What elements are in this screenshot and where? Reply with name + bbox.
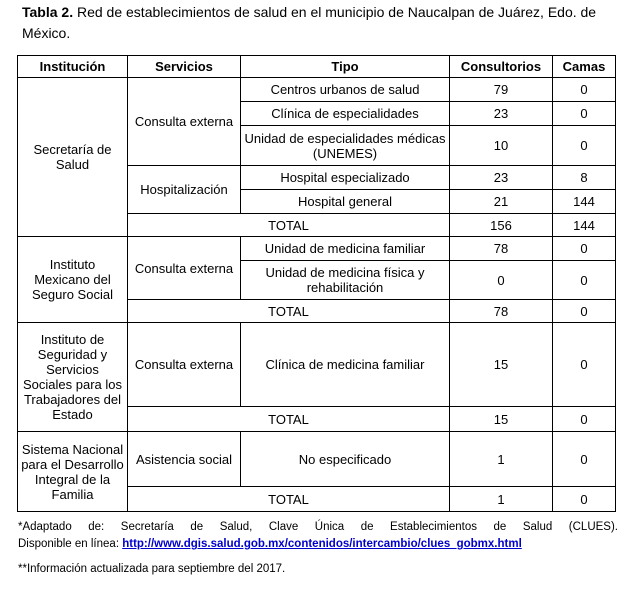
camas-cell: 0 [553,126,616,166]
total-camas: 0 [553,487,616,512]
camas-cell: 0 [553,261,616,300]
tipo-cell: Hospital general [241,190,450,214]
consultorios-cell: 78 [450,237,553,261]
consultorios-cell: 1 [450,432,553,487]
institution-cell: Secretaría de Salud [18,78,128,237]
tipo-cell: Hospital especializado [241,166,450,190]
table-row [18,432,616,487]
caption-label: Tabla 2. [22,4,74,20]
camas-cell: 144 [553,190,616,214]
service-cell: Consulta externa [128,237,241,300]
consultorios-cell: 0 [450,261,553,300]
source-availability [18,536,618,553]
tipo-cell: Unidad de especialidades médicas (UNEMES) [241,126,450,166]
health-establishments-table [17,55,616,512]
total-label: TOTAL [128,300,450,323]
table-row [18,323,616,407]
camas-cell: 0 [553,102,616,126]
consultorios-cell: 21 [450,190,553,214]
total-label: TOTAL [128,214,450,237]
camas-cell: 0 [553,432,616,487]
header-row [18,56,616,78]
institution-cell: Instituto de Seguridad y Servicios Sociales para los Trabajadores del Estado [18,323,128,432]
header-servicios: Servicios [128,56,241,78]
tipo-cell: Centros urbanos de salud [241,78,450,102]
service-cell: Consulta externa [128,78,241,166]
service-cell: Asistencia social [128,432,241,487]
table-row [18,78,616,102]
total-consultorios: 156 [450,214,553,237]
tipo-cell: Unidad de medicina familiar [241,237,450,261]
total-consultorios: 15 [450,407,553,432]
institution-cell: Instituto Mexicano del Seguro Social [18,237,128,323]
consultorios-cell: 10 [450,126,553,166]
camas-cell: 0 [553,237,616,261]
tipo-cell: Clínica de especialidades [241,102,450,126]
table-row [18,237,616,261]
camas-cell: 0 [553,78,616,102]
total-label: TOTAL [128,407,450,432]
tipo-cell: Unidad de medicina física y rehabilitación [241,261,450,300]
camas-cell: 0 [553,323,616,407]
service-cell: Consulta externa [128,323,241,407]
institution-cell: Sistema Nacional para el Desarrollo Integral de la Familia [18,432,128,512]
availability-prefix: Disponible en línea: [18,538,123,550]
camas-cell: 8 [553,166,616,190]
source-note: *Adaptado de: Secretaría de Salud, Clave Única de Establecimientos de Salud (CLUES). [18,521,618,533]
header-institucion: Institución [18,56,128,78]
consultorios-cell: 79 [450,78,553,102]
table-caption [22,2,618,44]
service-cell: Hospitalización [128,166,241,214]
total-consultorios: 1 [450,487,553,512]
total-label: TOTAL [128,487,450,512]
total-camas: 0 [553,407,616,432]
tipo-cell: Clínica de medicina familiar [241,323,450,407]
consultorios-cell: 23 [450,102,553,126]
header-camas: Camas [553,56,616,78]
total-consultorios: 78 [450,300,553,323]
consultorios-cell: 15 [450,323,553,407]
update-note: **Información actualizada para septiembre del 2017. [18,563,286,575]
clues-link[interactable]: http://www.dgis.salud.gob.mx/contenidos/intercambio/clues_gobmx.html [122,538,522,550]
total-camas: 0 [553,300,616,323]
header-tipo: Tipo [241,56,450,78]
consultorios-cell: 23 [450,166,553,190]
header-consultorios: Consultorios [450,56,553,78]
caption-text: Red de establecimientos de salud en el municipio de Naucalpan de Juárez, Edo. de México. [22,4,597,41]
table-notes [18,519,618,578]
tipo-cell: No especificado [241,432,450,487]
total-camas: 144 [553,214,616,237]
